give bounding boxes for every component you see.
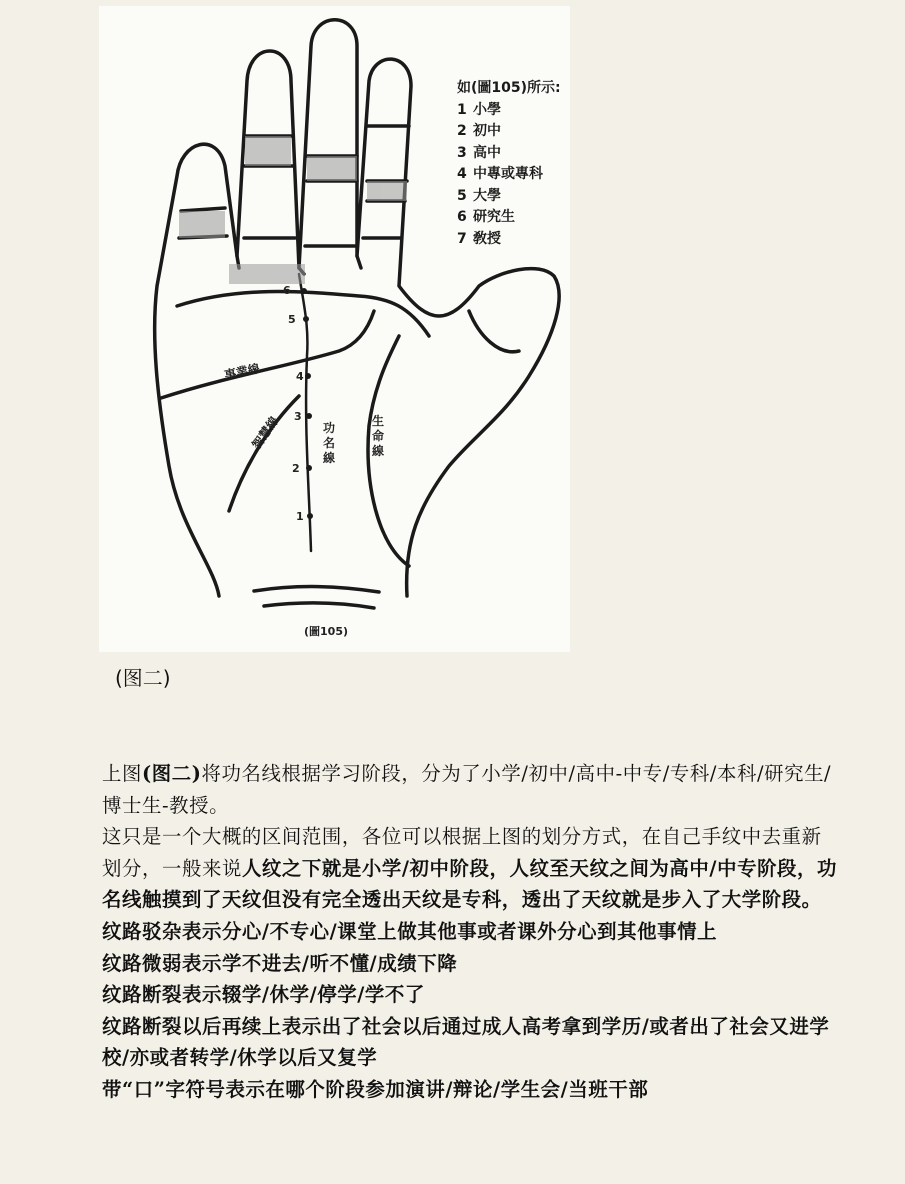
fame-line-label: 功名線 [323, 421, 336, 465]
head-line-left [161, 311, 374, 398]
legend-item: 5 大學 [457, 187, 501, 204]
stage-number-6: 6 [283, 284, 291, 297]
stage-number-2: 2 [292, 462, 300, 475]
life-line-label: 生命線 [372, 414, 385, 458]
career-line-label: 事業線 [223, 361, 262, 383]
paragraph-intro: 上图(图二)将功名线根据学习阶段，分为了小学/初中/高中-中专/专科/本科/研究生/博士生-教授。 [102, 762, 832, 817]
stage-number-4: 4 [296, 370, 304, 383]
head-line-label: 智慧線 [249, 414, 282, 452]
legend-item: 1 小學 [457, 101, 501, 118]
stage-number-1: 1 [296, 510, 304, 523]
palm-figure [99, 6, 570, 652]
legend-item: 2 初中 [457, 123, 501, 139]
legend-item: 6 研究生 [457, 209, 515, 225]
stage-number-5: 5 [288, 313, 296, 326]
paragraph-kou-symbol: 带“口”字符号表示在哪个阶段参加演讲/辩论/学生会/当班干部 [102, 1077, 649, 1101]
article-body [102, 758, 840, 1106]
legend-item: 3 高中 [457, 144, 501, 161]
thumb-crease [469, 311, 519, 352]
career-line [229, 396, 299, 511]
legend-item: 7 敎授 [457, 230, 501, 247]
stage-legend [457, 78, 561, 250]
figure-caption: (图二) [115, 666, 171, 690]
figure-code: (圖105) [304, 625, 349, 638]
paragraph-mixed: 纹路驳杂表示分心/不专心/课堂上做其他事或者课外分心到其他事情上 [102, 919, 718, 943]
legend-title: 如(圖105)所示: [457, 80, 561, 96]
paragraph-range: 这只是一个大概的区间范围，各位可以根据上图的划分方式，在自己手纹中去重新划分，一般来说人纹之下就是小学/初中阶段，人纹至天纹之间为高中/中专阶段，功名线触摸到了天纹但没有完全透出天纹是专科，透出了天纹就是步入了大学阶段。 [102, 825, 838, 912]
paragraph-weak: 纹路微弱表示学不进去/听不懂/成绩下降 [102, 951, 458, 975]
paragraph-reconnected: 纹路断裂以后再续上表示出了社会以后通过成人高考拿到学历/或者出了社会又进学校/亦或者转学/休学以后又复学 [102, 1014, 830, 1070]
legend-item: 4 中專或專科 [457, 166, 543, 182]
paragraph-broken: 纹路断裂表示辍学/休学/停学/学不了 [102, 983, 425, 1007]
stage-number-3: 3 [294, 410, 302, 423]
